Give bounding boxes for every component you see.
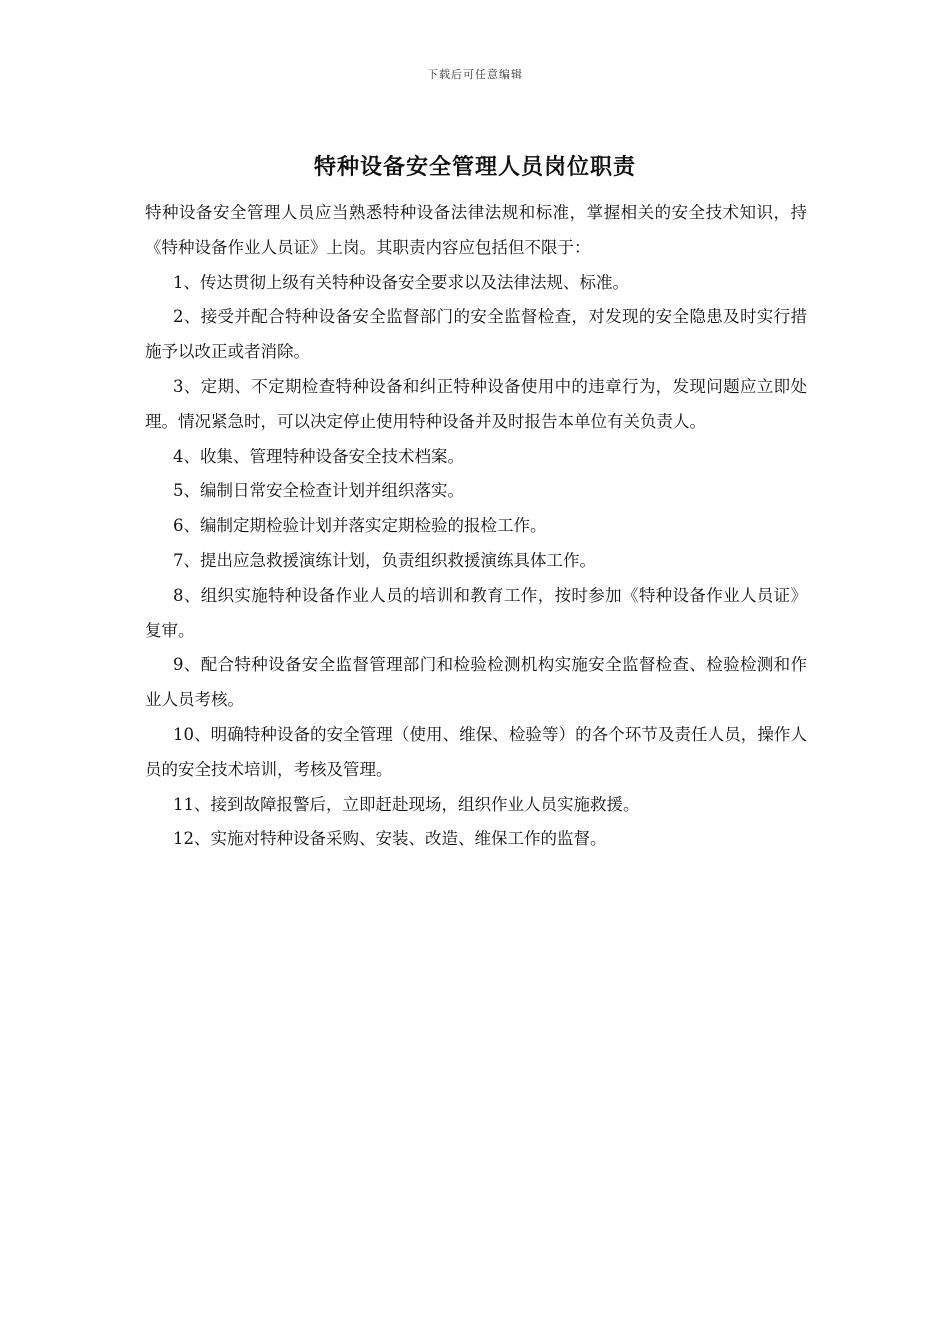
- duty-item-1: 1、传达贯彻上级有关特种设备安全要求以及法律法规、标准。: [173, 272, 629, 292]
- header-note: 下载后可任意编辑: [427, 68, 523, 81]
- document-title: 特种设备安全管理人员岗位职责: [313, 154, 636, 180]
- duty-item-9: 9、配合特种设备安全监督管理部门和检验检测机构实施安全监督检查、检验检测和作业人员考核。: [145, 655, 807, 710]
- document-body: [145, 196, 807, 857]
- duty-item-2: 2、接受并配合特种设备安全监督部门的安全监督检查，对发现的安全隐患及时实行措施予以改正或者消除。: [145, 307, 807, 362]
- duty-item-4: 4、收集、管理特种设备安全技术档案。: [173, 446, 464, 466]
- duty-item-5: 5、编制日常安全检查计划并组织落实。: [173, 481, 464, 501]
- duty-item-3: 3、定期、不定期检查特种设备和纠正特种设备使用中的违章行为，发现问题应立即处理。情况紧急时，可以决定停止使用特种设备并及时报告本单位有关负责人。: [145, 376, 807, 431]
- duty-item-10: 10、明确特种设备的安全管理（使用、维保、检验等）的各个环节及责任人员，操作人员的安全技术培训，考核及管理。: [145, 724, 807, 779]
- duty-item-12: 12、实施对特种设备采购、安装、改造、维保工作的监督。: [173, 829, 607, 849]
- intro-paragraph: 特种设备安全管理人员应当熟悉特种设备法律法规和标准，掌握相关的安全技术知识，持《特种设备作业人员证》上岗。其职责内容应包括但不限于：: [145, 203, 807, 257]
- duty-item-6: 6、编制定期检验计划并落实定期检验的报检工作。: [173, 516, 547, 536]
- duty-item-7: 7、提出应急救援演练计划，负责组织救援演练具体工作。: [173, 550, 596, 570]
- duty-item-8: 8、组织实施特种设备作业人员的培训和教育工作，按时参加《特种设备作业人员证》复审。: [145, 585, 807, 640]
- duty-item-11: 11、接到故障报警后，立即赶赴现场，组织作业人员实施救援。: [173, 794, 640, 814]
